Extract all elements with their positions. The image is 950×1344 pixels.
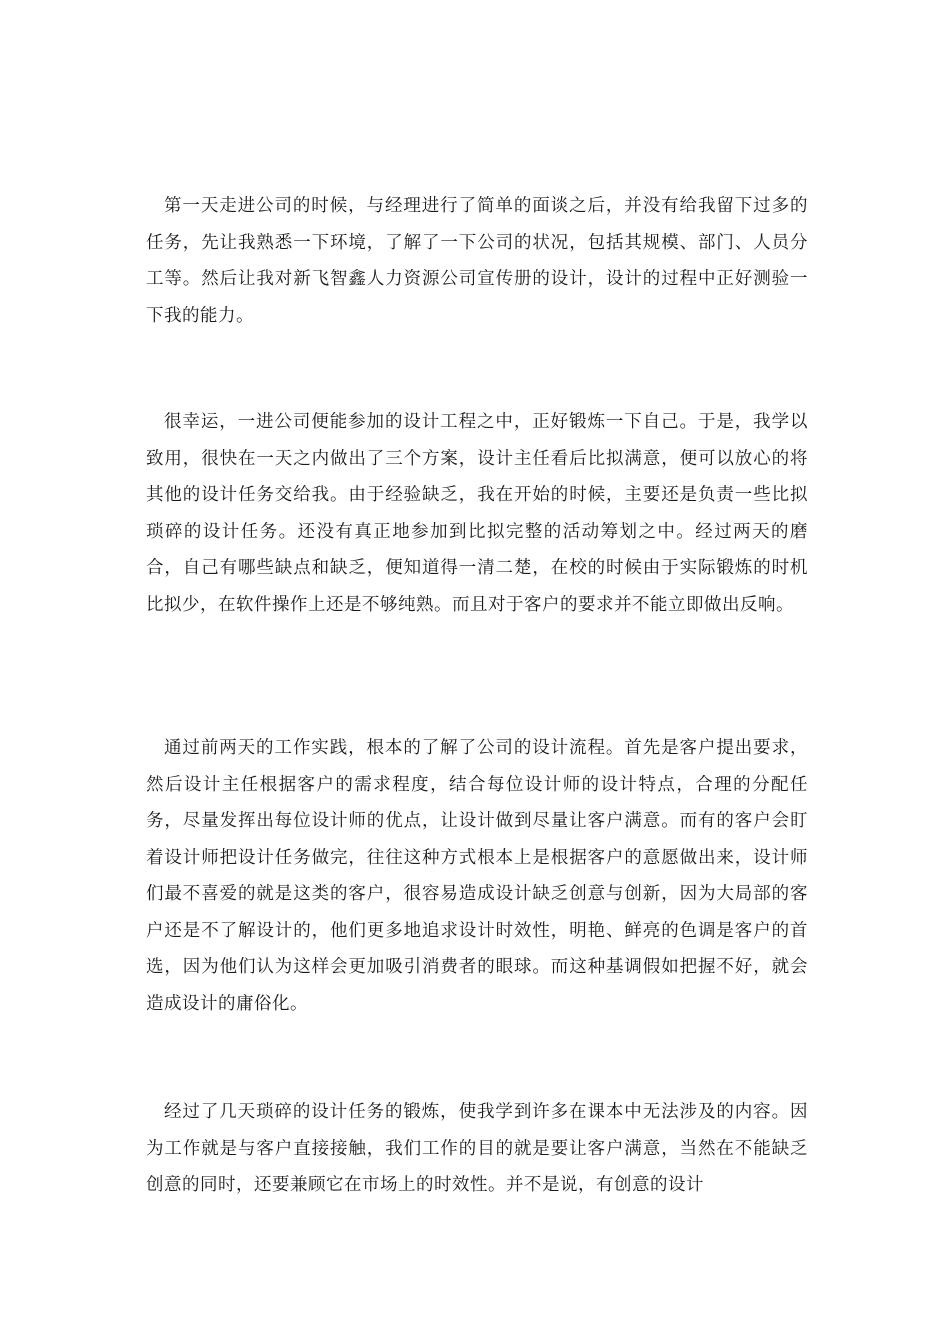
body-paragraph-1: 第一天走进公司的时候，与经理进行了简单的面谈之后，并没有给我留下过多的任务，先让我熟悉一下环境，了解了一下公司的状况，包括其规模、部门、人员分工等。然后让我对新飞智鑫人力资源公司宣传册的设计，设计的过程中正好测验一下我的能力。 — [146, 196, 808, 326]
body-paragraph-3: 通过前两天的工作实践，根本的了解了公司的设计流程。首先是客户提出要求，然后设计主任根据客户的需求程度，结合每位设计师的设计特点，合理的分配任务，尽量发挥出每位设计师的优点，让设计做到尽量让客户满意。而有的客户会盯着设计师把设计任务做完，往往这种方式根本上是根据客户的意愿做出来，设计师们最不喜爱的就是这类的客户，很容易造成设计缺乏创意与创新，因为大局部的客户还是不了解设计的，他们更多地追求设计时效性，明艳、鲜亮的色调是客户的首选，因为他们认为这样会更加吸引消费者的眼球。而这种基调假如把握不好，就会造成设计的庸俗化。 — [146, 738, 808, 1014]
body-paragraph-2: 很幸运，一进公司便能参加的设计工程之中，正好锻炼一下自己。于是，我学以致用，很快在一天之内做出了三个方案，设计主任看后比拟满意，便可以放心的将其他的设计任务交给我。由于经验缺乏，我在开始的时候，主要还是负责一些比拟琐碎的设计任务。还没有真正地参加到比拟完整的活动筹划之中。经过两天的磨合，自己有哪些缺点和缺乏，便知道得一清二楚，在校的时候由于实际锻炼的时机比拟少，在软件操作上还是不够纯熟。而且对于客户的要求并不能立即做出反响。 — [146, 412, 808, 615]
body-paragraph-4: 经过了几天琐碎的设计任务的锻炼，使我学到许多在课本中无法涉及的内容。因为工作就是与客户直接接触，我们工作的目的就是要让客户满意，当然在不能缺乏创意的同时，还要兼顾它在市场上的时效性。并不是说，有创意的设计 — [146, 1102, 808, 1195]
